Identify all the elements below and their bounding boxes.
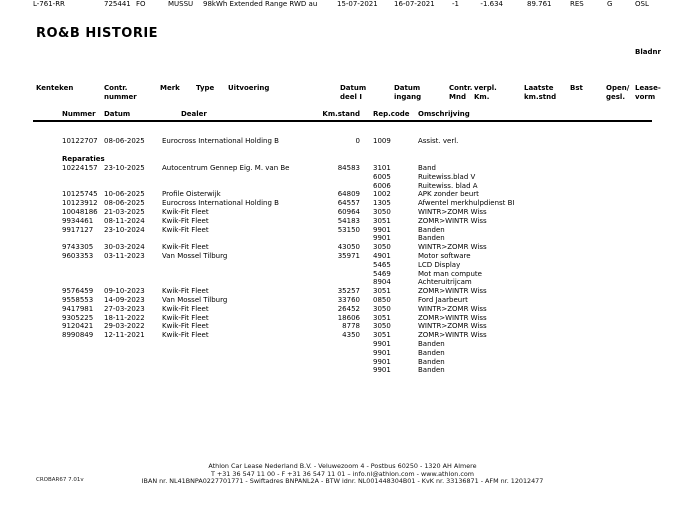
bladnr-label: Bladnr [635, 48, 661, 56]
row-repcode: 5469 [373, 269, 391, 278]
col-header-open-line1: Open/ [606, 84, 630, 92]
col-header-verpl-km-line2: Km. [474, 92, 490, 101]
row-datum: 23-10-2024 [104, 225, 145, 234]
row-omschrijving: Banden [418, 340, 445, 348]
col-header-open-gesl [606, 84, 629, 101]
row-datum: 08-06-2025 [104, 199, 145, 208]
row-repcode: 9901 [373, 234, 391, 243]
col-header-repcode: Rep.code [373, 110, 410, 118]
table-row [0, 190, 685, 199]
row-repcode: 9901 [373, 340, 391, 348]
col-header-contr-mnd-line2: Mnd [449, 92, 466, 101]
footer-address: Athlon Car Lease Nederland B.V. - Veluwezoom 4 - Postbus 60250 - 1320 AH Almere [208, 462, 477, 470]
col-header-datum-deel1 [340, 84, 366, 101]
col-header-leasevorm [635, 84, 661, 101]
row-dealer: Kwik-Fit Fleet [162, 322, 209, 331]
row-dealer: Eurocross International Holding B [162, 137, 279, 145]
row-repcode: 3050 [373, 304, 391, 313]
col-header-lease-line1: Lease- [635, 84, 661, 92]
row-omschrijving: Banden [418, 348, 445, 357]
row-datum: 27-03-2023 [104, 304, 145, 313]
row-omschrijving: Ford Jaarbeurt [418, 296, 468, 304]
col-header-dealer: Dealer [181, 110, 207, 118]
row-nummer: 9917127 [62, 225, 94, 234]
row-kmstand: 64557 [337, 199, 360, 208]
col-header-kenteken: Kenteken [36, 84, 74, 92]
row-nummer: 10123912 [62, 199, 98, 208]
row-dealer: Kwik-Fit Fleet [162, 216, 209, 225]
row-nummer: 10125745 [62, 190, 98, 199]
row-repcode: 3050 [373, 208, 391, 216]
contract-contr-mnd: -1 [452, 0, 459, 8]
row-omschrijving: WINTR>ZOMR Wiss [418, 243, 487, 252]
col-header-contr-line1: Contr. [104, 84, 128, 92]
header-divider-line [33, 120, 652, 122]
row-dealer: Eurocross International Holding B [162, 199, 279, 208]
row-kmstand: 60964 [337, 208, 360, 216]
row-nummer: 9558553 [62, 296, 94, 304]
row-dealer: Kwik-Fit Fleet [162, 225, 209, 234]
table-row [0, 164, 685, 173]
col-header-uitvoering: Uitvoering [228, 84, 270, 92]
row-kmstand: 0 [355, 137, 360, 145]
row-omschrijving: Banden [418, 234, 445, 243]
row-nummer: 10122707 [62, 137, 98, 145]
contract-bst: RES [570, 0, 584, 8]
row-omschrijving: Band [418, 164, 436, 172]
row-omschrijving: WINTR>ZOMR Wiss [418, 304, 487, 313]
row-kmstand: 64809 [337, 190, 360, 199]
col-header-type: Type [196, 84, 215, 92]
row-nummer: 8990849 [62, 331, 94, 340]
row-datum: 08-06-2025 [104, 137, 145, 145]
col-header-contr-nummer [104, 84, 137, 101]
table-row [0, 358, 685, 367]
table-row [0, 173, 685, 182]
row-kmstand: 33760 [337, 296, 360, 304]
col-header-laatste-line2: km.stnd [524, 92, 557, 101]
row-nummer: 9576459 [62, 287, 94, 296]
row-dealer: Profile Oisterwijk [162, 190, 221, 199]
row-dealer: Kwik-Fit Fleet [162, 313, 209, 322]
col-header-merk: Merk [160, 84, 180, 92]
row-omschrijving: ZOMR>WINTR Wiss [418, 216, 487, 225]
col-header-datum-deel1-line1: Datum [340, 84, 367, 92]
row-datum: 29-03-2022 [104, 322, 145, 331]
row-datum: 10-06-2025 [104, 190, 145, 199]
row-omschrijving: LCD Display [418, 260, 461, 269]
table-row [0, 331, 685, 340]
row-datum: 12-11-2021 [104, 331, 145, 340]
contract-uitvoering: 98kWh Extended Range RWD au [203, 0, 318, 8]
row-omschrijving: Assist. verl. [418, 137, 459, 145]
table-row [0, 314, 685, 323]
col-header-datum-deel1-line2: deel I [340, 92, 362, 101]
row-kmstand: 35971 [337, 252, 360, 260]
row-repcode: 9901 [373, 348, 391, 357]
col-header-contr-mnd-line1: Contr. [449, 84, 473, 92]
footer-contact: T +31 36 547 11 00 - F +31 36 547 11 01 – info.nl@athlon.com - www.athlon.com [210, 469, 475, 478]
row-dealer: Kwik-Fit Fleet [162, 208, 209, 216]
row-nummer: 9743305 [62, 243, 94, 252]
row-nummer: 9120421 [62, 322, 94, 331]
row-omschrijving: Afwentel merkhulpdienst BI [418, 199, 515, 208]
contract-nummer: 725441 [104, 0, 131, 8]
table-row [0, 137, 685, 146]
col-header-contr-line2: nummer [104, 92, 137, 101]
row-repcode: 8904 [373, 278, 391, 287]
contract-merk: FO [136, 0, 146, 8]
row-kmstand: 4350 [342, 331, 360, 340]
col-header-datum: Datum [104, 110, 131, 118]
row-dealer: Kwik-Fit Fleet [162, 304, 209, 313]
row-repcode: 9901 [373, 366, 391, 375]
row-repcode: 3050 [373, 322, 391, 331]
col-header-laatste-line1: Laatste [524, 84, 554, 92]
row-omschrijving: Banden [418, 357, 445, 366]
table-row [0, 349, 685, 358]
col-header-contr-mnd [449, 84, 472, 101]
row-datum: 08-11-2024 [104, 216, 145, 225]
footer-registration: IBAN nr. NL41BNPA0227701771 - Swiftadres BNPANL2A - BTW idnr. NL001448304B01 - KvK nr. 33136871 - AFM nr. 12012477 [141, 477, 544, 485]
program-version: CROBAR67 7.01v [36, 477, 84, 483]
row-repcode: 0850 [373, 296, 391, 304]
row-kmstand: 53150 [337, 225, 360, 234]
row-repcode: 9901 [373, 225, 391, 234]
row-kmstand: 84583 [337, 164, 360, 172]
row-datum: 18-11-2022 [104, 313, 145, 322]
contract-datum-ingang: 16-07-2021 [394, 0, 435, 8]
table-row [0, 261, 685, 270]
table-row [0, 305, 685, 314]
row-datum: 30-03-2024 [104, 243, 145, 252]
row-omschrijving: ZOMR>WINTR Wiss [418, 331, 487, 340]
row-omschrijving: ZOMR>WINTR Wiss [418, 313, 487, 322]
row-repcode: 3050 [373, 243, 391, 252]
table-row [0, 287, 685, 296]
row-repcode: 3051 [373, 313, 391, 322]
row-datum: 03-11-2023 [104, 252, 145, 260]
row-omschrijving: Ruitewiss. blad A [418, 181, 478, 190]
row-kmstand: 18606 [337, 313, 360, 322]
table-row [0, 322, 685, 331]
row-repcode: 9901 [373, 357, 391, 366]
col-header-lease-line2: vorm [635, 92, 656, 101]
row-omschrijving: Motor software [418, 252, 471, 260]
row-omschrijving: Ruitewiss.blad V [418, 172, 476, 181]
row-datum: 14-09-2023 [104, 296, 145, 304]
row-omschrijving: Mot man compute [418, 269, 482, 278]
table-row [0, 270, 685, 279]
contract-datum-deel1: 15-07-2021 [337, 0, 378, 8]
row-omschrijving: Banden [418, 225, 445, 234]
table-row [0, 217, 685, 226]
contract-type: MUSSU [168, 0, 194, 8]
row-repcode: 3051 [373, 287, 391, 296]
contract-laatste-kmstnd: 89.761 [527, 0, 552, 8]
section-label-reparaties: Reparaties [62, 155, 105, 163]
table-row [0, 234, 685, 243]
row-repcode: 3051 [373, 331, 391, 340]
row-dealer: Van Mossel Tilburg [162, 296, 228, 304]
row-repcode: 1002 [373, 190, 391, 199]
row-nummer: 9603353 [62, 252, 94, 260]
page-title: RO&B HISTORIE [36, 26, 159, 41]
col-header-bst: Bst [570, 84, 583, 92]
col-header-open-line2: gesl. [606, 92, 625, 101]
row-nummer: 9417981 [62, 304, 94, 313]
table-row [0, 252, 685, 261]
row-kmstand: 54183 [337, 216, 360, 225]
col-header-omschrijving: Omschrijving [418, 110, 470, 118]
row-dealer: Van Mossel Tilburg [162, 252, 228, 260]
row-dealer: Autocentrum Gennep Eig. M. van Be [162, 164, 290, 172]
table-row [0, 182, 685, 191]
row-datum: 21-03-2025 [104, 208, 145, 216]
col-header-laatste-kmstnd [524, 84, 556, 101]
table-row [0, 208, 685, 217]
table-row [0, 366, 685, 375]
row-dealer: Kwik-Fit Fleet [162, 287, 209, 296]
contract-verpl-km: -1.634 [480, 0, 503, 8]
col-header-datum-ingang [394, 84, 421, 101]
row-omschrijving: Banden [418, 366, 445, 375]
col-header-verpl-km-line1: verpl. [474, 84, 497, 92]
row-dealer: Kwik-Fit Fleet [162, 331, 209, 340]
row-nummer: 9305225 [62, 313, 94, 322]
row-repcode: 5465 [373, 260, 391, 269]
contract-row [0, 0, 685, 9]
row-omschrijving: WINTR>ZOMR Wiss [418, 208, 487, 216]
row-nummer: 9934461 [62, 216, 94, 225]
row-omschrijving: ZOMR>WINTR Wiss [418, 287, 487, 296]
contract-open-gesl: G [607, 0, 613, 8]
col-header-datum-ingang-line1: Datum [394, 84, 421, 92]
row-kmstand: 43050 [337, 243, 360, 252]
row-repcode: 3101 [373, 164, 391, 172]
row-repcode: 1009 [373, 137, 391, 145]
row-kmstand: 35257 [337, 287, 360, 296]
contract-kenteken: L-761-RR [33, 0, 65, 8]
table-row [0, 243, 685, 252]
col-header-datum-ingang-line2: ingang [394, 92, 422, 101]
row-nummer: 10048186 [62, 208, 98, 216]
col-header-kmstand: Km.stand [322, 110, 360, 118]
row-repcode: 4901 [373, 252, 391, 260]
row-datum: 09-10-2023 [104, 287, 145, 296]
row-repcode: 3051 [373, 216, 391, 225]
col-header-nummer: Nummer [62, 110, 96, 118]
row-omschrijving: APK zonder beurt [418, 190, 479, 199]
table-row [0, 199, 685, 208]
table-row [0, 226, 685, 235]
contract-leasevorm: OSL [635, 0, 649, 8]
row-datum: 23-10-2025 [104, 164, 145, 172]
row-kmstand: 8778 [342, 322, 360, 331]
table-row [0, 278, 685, 287]
table-row [0, 296, 685, 305]
row-repcode: 1305 [373, 199, 391, 208]
col-header-verpl-km [474, 84, 497, 101]
row-omschrijving: WINTR>ZOMR Wiss [418, 322, 487, 331]
row-omschrijving: Achteruitrijcam [418, 278, 472, 287]
row-kmstand: 26452 [337, 304, 360, 313]
row-dealer: Kwik-Fit Fleet [162, 243, 209, 252]
table-row [0, 340, 685, 349]
row-nummer: 10224157 [62, 164, 98, 172]
row-repcode: 6006 [373, 181, 391, 190]
row-repcode: 6005 [373, 172, 391, 181]
